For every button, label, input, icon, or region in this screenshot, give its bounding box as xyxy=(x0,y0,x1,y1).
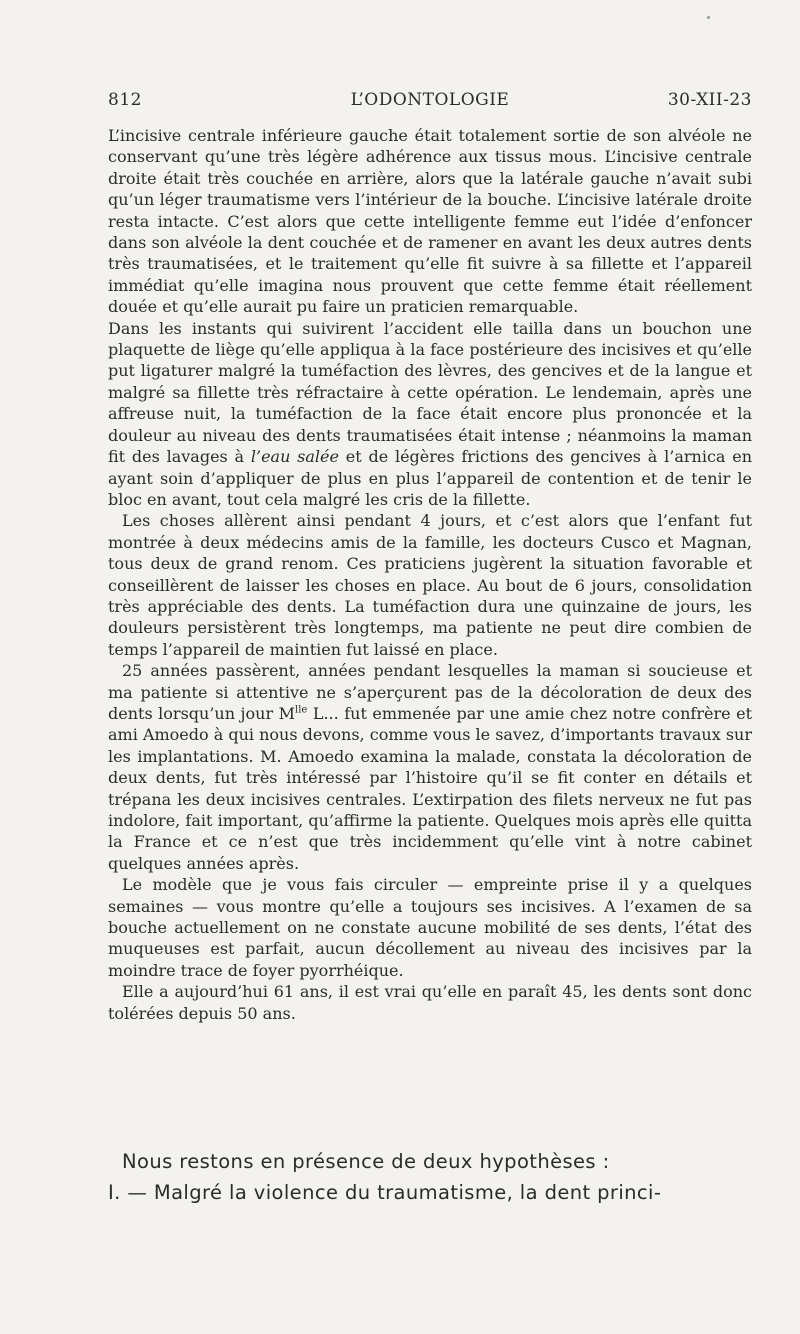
paragraph-4-text-start: 25 années passèrent, années pendant lesquelles la maman si soucieuse et ma patiente si attentive ne s’aperçurent pas de la décoloration de deux des dents lorsqu’un jour M xyxy=(108,661,752,723)
paragraph-4-text-end: L... fut emmenée par une amie chez notre confrère et ami Amoedo à qui nous devons, comme vous le savez, d’importants travaux sur les implantations. M. Amoedo examina la malade, constata la décoloration de deux dents, fut très intéressé par l’histoire qu’il se fit conter en détails et trépana les deux incisives centrales. L’extirpation des filets nerveux ne fut pas indolore, fait important, qu’affirme la patiente. Quelques mois après elle quitta la France et ce n’est que très incidemment qu’elle vint à notre cabinet quelques années après. xyxy=(108,703,752,873)
paragraph-4 xyxy=(108,660,752,874)
paragraph-2-text-start: Dans les instants qui suivirent l’accident elle tailla dans un bouchon une plaquette de liège qu’elle appliqua à la face postérieure des incisives et qu’elle put ligaturer malgré la tuméfaction des lèvres, des gencives et de la langue et malgré sa fillette très réfractaire à cette opération. Le lendemain, après une affreuse nuit, la tuméfaction de la face était encore plus prononcée et la douleur au niveau des dents traumatisées était intense ; néanmoins la maman fit des lavages à xyxy=(108,318,752,467)
paragraph-2-text-end: et de légères frictions des gencives à l’arnica en ayant soin d’appliquer de plus en plus l’appareil de contention et de tenir le bloc en avant, tout cela malgré les cris de la fillette. xyxy=(108,447,753,509)
journal-title: L’ODONTOLOGIE xyxy=(350,90,510,110)
body-text xyxy=(108,125,752,1024)
paper-speck xyxy=(707,16,710,19)
paragraph-6: Elle a aujourd’hui 61 ans, il est vrai qu’elle en paraît 45, les dents sont donc tolérées depuis 50 ans. xyxy=(108,982,752,1023)
paragraph-1: L’incisive centrale inférieure gauche était totalement sortie de son alvéole ne conservant qu’une très légère adhérence aux tissus mous. L’incisive centrale droite était très couchée en arrière, alors que la latérale gauche n’avait subi qu’un léger traumatisme vers l’intérieur de la bouche. L’incisive latérale droite resta intacte. C’est alors que cette intelligente femme eut l’idée d’enfoncer dans son alvéole la dent couchée et de ramener en avant les deux autres dents très traumatisées, et le traitement qu’elle fit suivre à sa fillette et l’appareil immédiat qu’elle imagina nous prouvent que cette femme était réellement douée et qu’elle aurait pu faire un praticien remarquable. xyxy=(108,126,752,317)
running-head xyxy=(108,90,752,114)
paragraph-2 xyxy=(108,318,752,511)
issue-date: 30-XII-23 xyxy=(667,90,752,110)
paragraph-3: Les choses allèrent ainsi pendant 4 jours, et c’est alors que l’enfant fut montrée à deux médecins amis de la famille, les docteurs Cusco et Magnan, tous deux de grand renom. Ces praticiens jugèrent la situation favorable et conseillèrent de laisser les choses en place. Au bout de 6 jours, consolidation très appréciable des dents. La tuméfaction dura une quinzaine de jours, les douleurs persistèrent très longtemps, ma patiente ne peut dire combien de temps l’appareil de maintien fut laissé en place. xyxy=(108,511,752,659)
page-number: 812 xyxy=(108,90,142,110)
hypotheses-intro: Nous restons en présence de deux hypothèses : xyxy=(122,1150,610,1173)
closing-section xyxy=(108,1146,752,1208)
hypothesis-one: I. — Malgré la violence du traumatisme, la dent princi- xyxy=(108,1181,662,1204)
italic-phrase: l’eau salée xyxy=(250,447,339,467)
paragraph-5: Le modèle que je vous fais circuler — empreinte prise il y a quelques semaines — vous montre qu’elle a toujours ses incisives. A l’examen de sa bouche actuellement on ne constate aucune mobilité de ses dents, l’état des muqueuses est parfait, aucun décollement au niveau des incisives par la moindre trace de foyer pyorrhéique. xyxy=(108,875,752,980)
superscript-abbreviation: lle xyxy=(295,704,308,716)
